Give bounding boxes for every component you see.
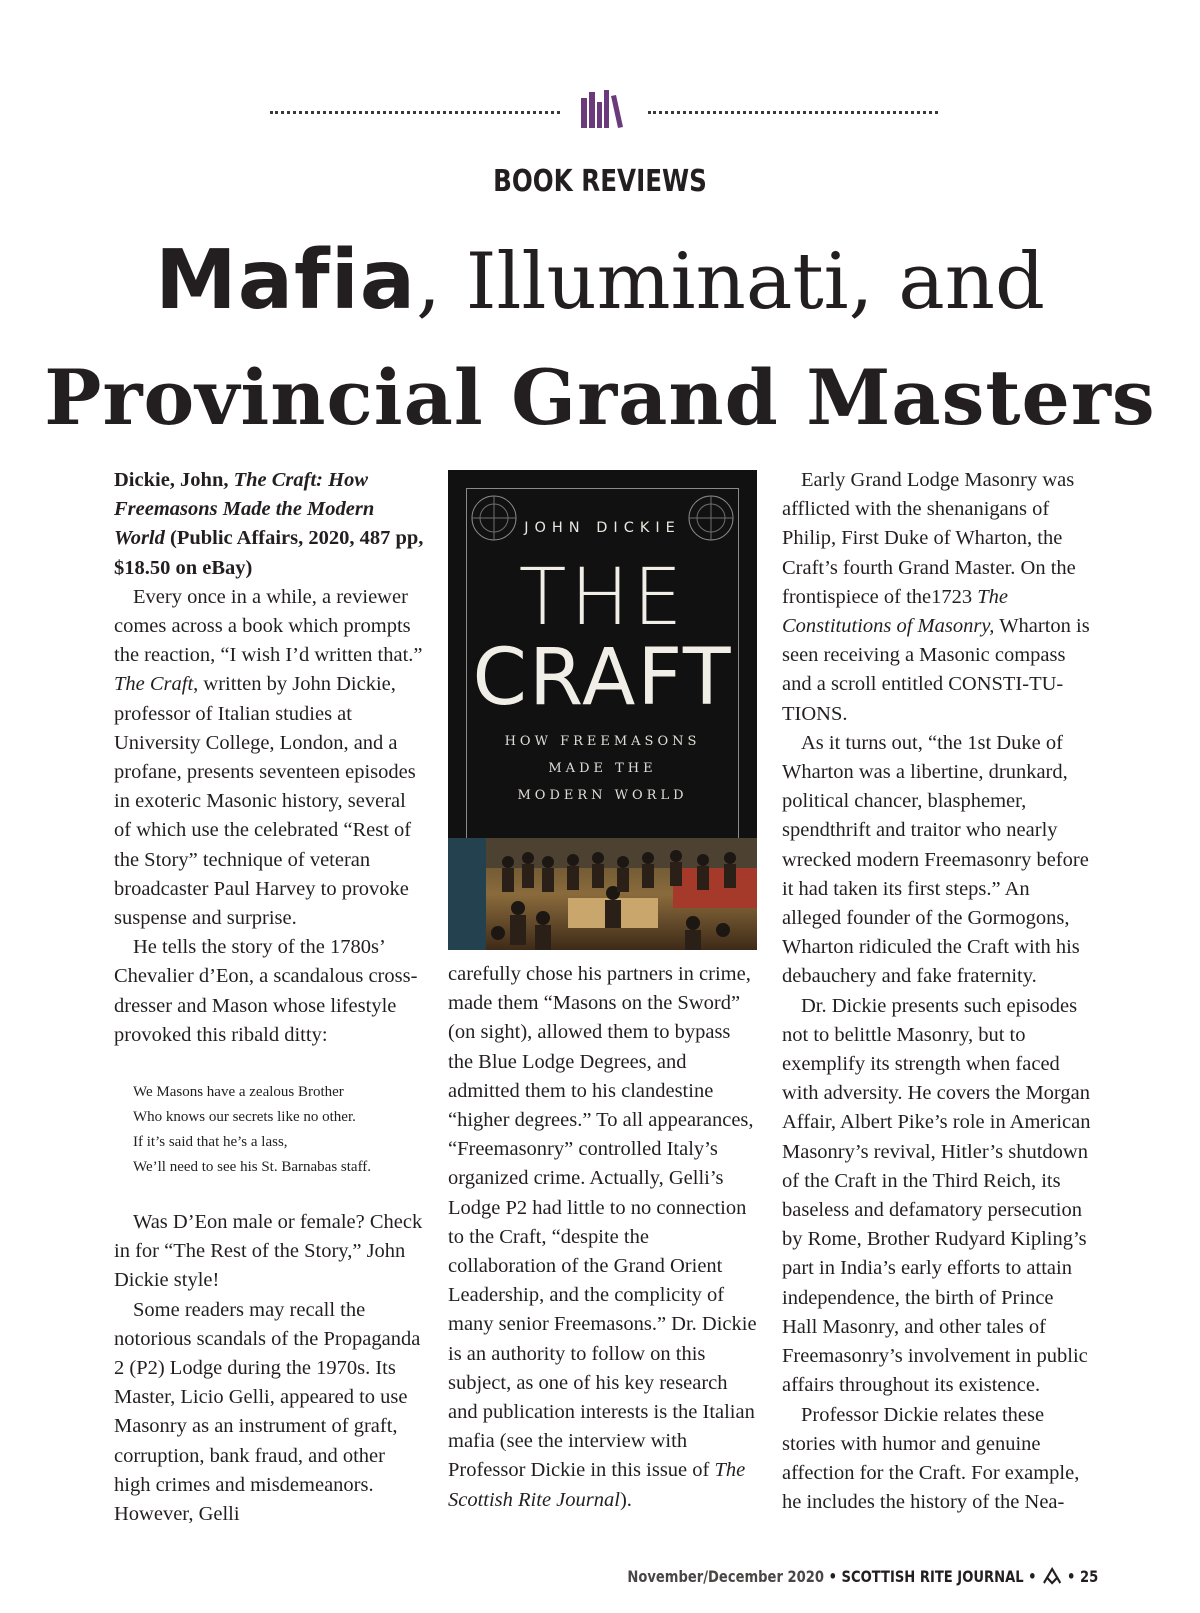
headline-mafia: Mafia: [155, 233, 417, 328]
journal-title-ref: The Scottish Rite Journal: [448, 1459, 746, 1511]
ornament-divider-left: [270, 111, 560, 114]
paragraph: Some readers may recall the notorious scandals of the Propaganda 2 (P2) Lodge during the 1970s. Its Master, Licio Gelli, appeared to use Masonry as an instrument of graft, corruption, bank fraud, and other high crimes and misdemeanors. However, Gelli: [114, 1298, 421, 1526]
poem-line: Who knows our secrets like no other.: [133, 1109, 356, 1126]
paragraph: [782, 466, 1092, 729]
cover-title-line-2: CRAFT: [472, 633, 733, 723]
footer-separator: •: [823, 1567, 842, 1586]
books-icon: [580, 88, 624, 130]
citation-author: Dickie, John,: [114, 469, 234, 491]
cover-subtitle-line: MODERN WORLD: [517, 788, 688, 803]
paragraph-text: Wharton is seen receiving a Masonic compass and a scroll entitled CONSTI-TU-TIONS.: [782, 615, 1090, 725]
page-footer: [627, 1567, 1098, 1586]
article-column-2: [448, 960, 758, 1515]
headline-line-2: Provincial Grand Masters: [44, 353, 1156, 442]
corner-ornament-icon: [466, 490, 522, 546]
page-number: 25: [1079, 1567, 1098, 1586]
footer-separator: •: [1062, 1567, 1080, 1586]
cover-painting-illustration: [448, 838, 757, 950]
paragraph: Was D’Eon male or female? Check in for “The Rest of the Story,” John Dickie style!: [114, 1211, 423, 1292]
paragraph-text: Every once in a while, a reviewer comes across a book which prompts the reaction, “I wish I’d written that.”: [114, 585, 423, 667]
square-compass-icon: [1041, 1567, 1062, 1585]
book-citation: [114, 466, 426, 583]
paragraph-text: ).: [619, 1488, 632, 1511]
cover-subtitle: [448, 728, 757, 809]
poem-line: We’ll need to see his St. Barnabas staff.: [133, 1159, 372, 1176]
footer-journal-name: SCOTTISH RITE JOURNAL: [841, 1567, 1024, 1586]
paragraph: [448, 960, 758, 1515]
paragraph-text: carefully chose his partners in crime, made them “Masons on the Sword” (on sight), allowed them to bypass the Blue Lodge Degrees, and admitted them to his clandestine “higher degrees.” To all appearances, “Freemasonry” controlled Italy’s organized crime. Actually, Gelli’s Lodge P2 had little to no connection to the Craft, “despite the collaboration of the Grand Orient Leadership, and the complicity of many senior Freemasons.” Dr. Dickie is an authority to follow on this subject, as one of his key research and publication interests is the Italian mafia (see the interview with Professor Dickie in this issue of: [448, 963, 757, 1482]
cover-subtitle-line: MADE THE: [548, 761, 657, 776]
citation-title: The Craft: How Freemasons Made the Modern World: [114, 469, 375, 550]
ornament-divider-right: [648, 111, 938, 114]
paragraph-text: , written by John Dickie, professor of Italian studies at University College, London, and a profane, presents seventeen episodes in exoteric Masonic history, several of which use the celebrated “Rest of the Story” technique of veteran broadcaster Paul Harvey to provoke suspense and surprise.: [114, 673, 416, 930]
cover-title-line-1: THE: [518, 553, 687, 643]
cover-author: JOHN DICKIE: [524, 520, 681, 536]
headline-line-1: [0, 226, 1200, 337]
paragraph-text: Early Grand Lodge Masonry was afflicted with the shenanigans of Philip, First Duke of Wharton, the Craft’s fourth Grand Master. On the frontispiece of the1723: [782, 469, 1076, 608]
corner-ornament-icon: [683, 490, 739, 546]
footer-issue: November/December 2020: [627, 1567, 824, 1586]
section-label: BOOK REVIEWS: [493, 164, 707, 199]
book-title-ref: The Craft: [114, 673, 194, 696]
cover-subtitle-line: HOW FREEMASONS: [504, 734, 701, 749]
paragraph: Dr. Dickie presents such episodes not to belittle Masonry, but to exemplify its strength when faced with adversity. He covers the Morgan Affair, Albert Pike’s role in American Masonry’s revival, Hitler’s shutdown of the Craft in the Third Reich, its baseless and defamatory persecution by Rome, Brother Rudyard Kipling’s part in India’s early efforts to attain independence, the birth of Prince Hall Masonry, and other tales of Freemasonry’s involvement in public affairs throughout its existence.: [782, 994, 1091, 1397]
headline-line-1-rest: , Illuminati, and: [416, 237, 1045, 327]
article-column-3: [782, 466, 1092, 1517]
paragraph: As it turns out, “the 1st Duke of Wharton was a libertine, drunkard, political chancer, blasphemer, spendthrift and traitor who nearly wrecked modern Freemasonry before it had taken its first steps.” An alleged founder of the Gormogons, Wharton ridiculed the Craft with his debauchery and fake fraternity.: [782, 731, 1089, 988]
poem-quote: [133, 1080, 426, 1180]
paragraph: [114, 583, 426, 933]
paragraph: Professor Dickie relates these stories with humor and genuine affection for the Craft. For example, he includes the history of the Nea-: [782, 1403, 1080, 1514]
citation-details: (Public Affairs, 2020, 487 pp, $18.50 on eBay): [114, 527, 424, 579]
paragraph: He tells the story of the 1780s’ Chevalier d’Eon, a scandalous cross-dresser and Mason whose lifestyle provoked this ribald ditty:: [114, 936, 418, 1046]
footer-separator: •: [1023, 1567, 1041, 1586]
article-column-1: [114, 466, 426, 1529]
poem-line: We Masons have a zealous Brother: [133, 1084, 344, 1101]
book-title-ref: The Constitutions of Masonry,: [782, 585, 1009, 638]
poem-line: If it’s said that he’s a lass,: [133, 1134, 288, 1151]
book-cover-image: [448, 470, 757, 950]
